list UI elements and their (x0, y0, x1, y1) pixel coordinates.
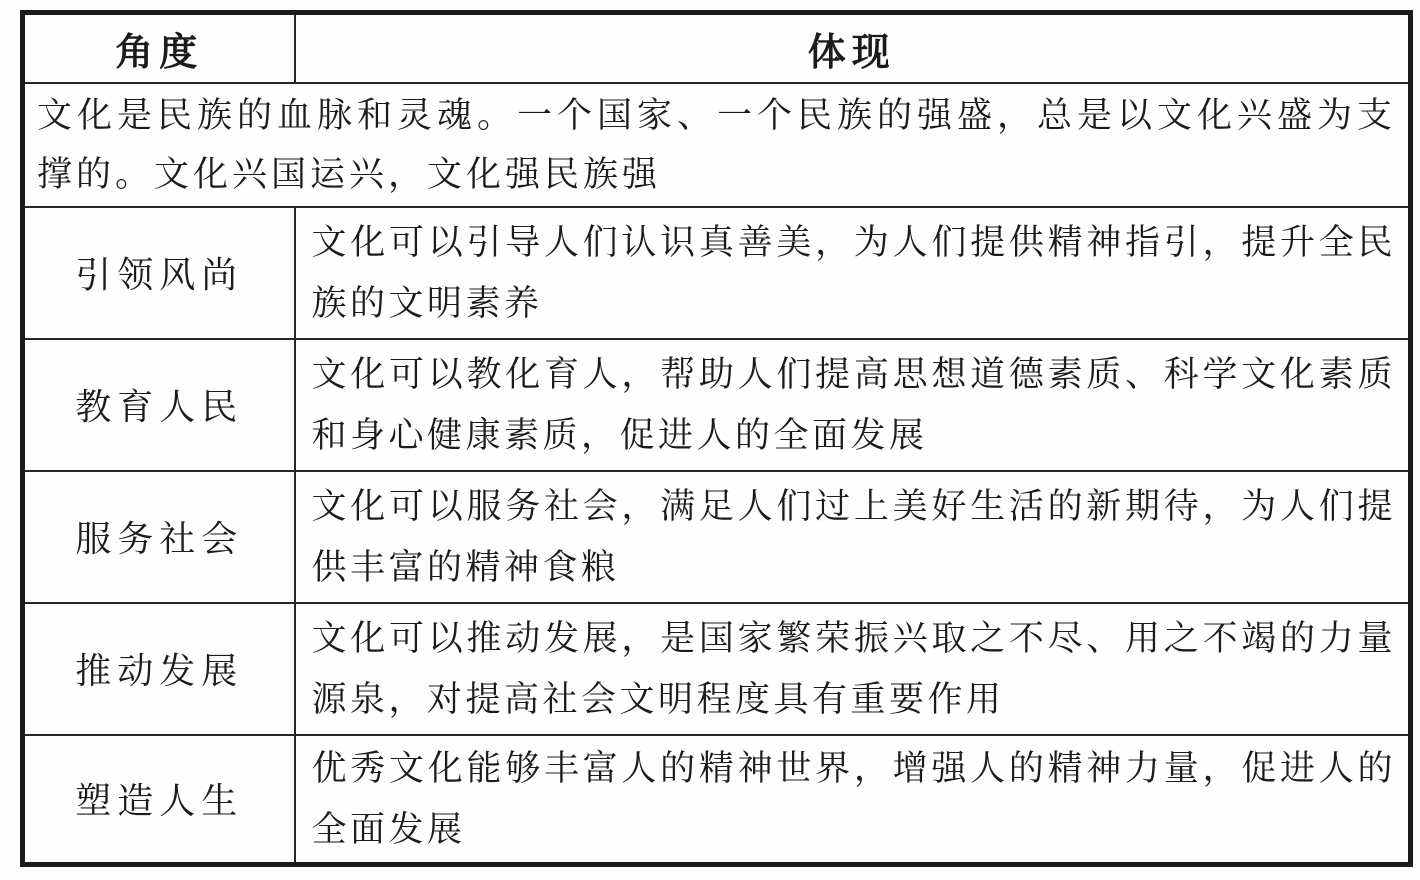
manifestation-cell: 优秀文化能够丰富人的精神世界，增强人的精神力量，促进人的全面发展 (295, 735, 1411, 865)
manifestation-cell: 文化可以推动发展，是国家繁荣振兴取之不尽、用之不竭的力量源泉，对提高社会文明程度具有重要作用 (295, 603, 1411, 735)
header-angle: 角度 (23, 13, 295, 83)
table-row (23, 735, 1411, 865)
table-row (23, 471, 1411, 603)
angle-cell: 教育人民 (23, 339, 295, 471)
angle-cell: 引领风尚 (23, 207, 295, 339)
intro-row (23, 83, 1411, 207)
angle-cell: 塑造人生 (23, 735, 295, 865)
table-header-row (23, 13, 1411, 83)
angle-cell: 推动发展 (23, 603, 295, 735)
manifestation-cell: 文化可以教化育人，帮助人们提高思想道德素质、科学文化素质和身心健康素质，促进人的全面发展 (295, 339, 1411, 471)
intro-cell: 文化是民族的血脉和灵魂。一个国家、一个民族的强盛，总是以文化兴盛为支撑的。文化兴国运兴，文化强民族强 (23, 83, 1411, 207)
table-row (23, 603, 1411, 735)
culture-role-table (20, 10, 1413, 867)
header-manifestation: 体现 (295, 13, 1411, 83)
table-row (23, 339, 1411, 471)
angle-cell: 服务社会 (23, 471, 295, 603)
manifestation-cell: 文化可以服务社会，满足人们过上美好生活的新期待，为人们提供丰富的精神食粮 (295, 471, 1411, 603)
table-row (23, 207, 1411, 339)
manifestation-cell: 文化可以引导人们认识真善美，为人们提供精神指引，提升全民族的文明素养 (295, 207, 1411, 339)
